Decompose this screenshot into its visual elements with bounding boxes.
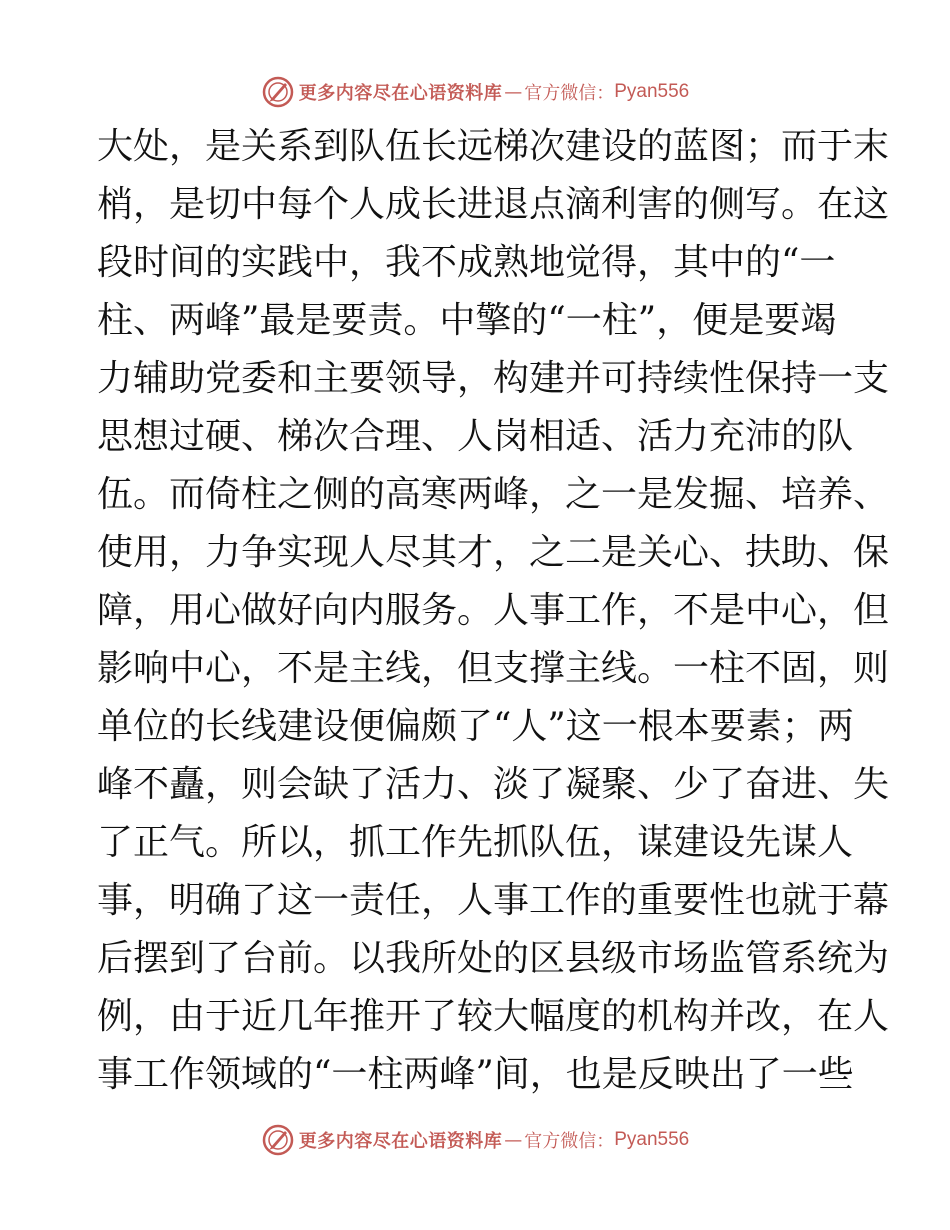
text-line: 柱、两峰”最是要责。中擎的“一柱”，便是要竭 [97,300,837,341]
text-line: 单位的长线建设便偏颇了“人”这一根本要素；两 [97,706,854,747]
text-line: 梢，是切中每个人成长进退点滴利害的侧写。在这 [97,184,890,225]
watermark-text: 更多内容尽在心语资料库 [298,83,503,104]
text-line: 后摆到了台前。以我所处的区县级市场监管系统为 [97,938,890,979]
watermark-wechat-id: Pyan556 [614,1129,690,1150]
watermark-separator: — [504,81,523,103]
text-line: 使用，力争实现人尽其才，之二是关心、扶助、保 [97,532,890,573]
text-line: 例，由于近几年推开了较大幅度的机构并改，在人 [97,996,890,1037]
watermark-text: 更多内容尽在心语资料库 [298,1131,503,1152]
text-line: 峰不矗，则会缺了活力、淡了凝聚、少了奋进、失 [97,764,890,805]
footer-watermark [0,1120,950,1160]
text-line: 障，用心做好向内服务。人事工作，不是中心，但 [97,590,890,631]
text-line: 事，明确了这一责任，人事工作的重要性也就于幕 [97,880,890,921]
text-line: 力辅助党委和主要领导，构建并可持续性保持一支 [97,358,890,399]
text-line: 伍。而倚柱之侧的高寒两峰，之一是发掘、培养、 [97,474,890,515]
watermark-wechat-id: Pyan556 [614,81,690,102]
watermark-wechat-label: 官方微信： [524,83,615,104]
text-line: 思想过硬、梯次合理、人岗相适、活力充沛的队 [97,416,854,457]
text-line: 段时间的实践中，我不成熟地觉得，其中的“一 [97,242,836,283]
watermark-separator: — [504,1129,523,1151]
text-line: 大处，是关系到队伍长远梯次建设的蓝图；而于末 [97,126,890,167]
header-watermark [0,72,950,112]
text-line: 影响中心，不是主线，但支撑主线。一柱不固，则 [97,648,890,689]
quill-pen-circle-icon [261,75,295,109]
text-line: 事工作领域的“一柱两峰”间，也是反映出了一些 [97,1054,854,1095]
watermark-wechat-label: 官方微信： [524,1131,615,1152]
quill-pen-circle-icon [261,1123,295,1157]
document-body [97,118,890,1104]
text-line: 了正气。所以，抓工作先抓队伍，谋建设先谋人 [97,822,854,863]
